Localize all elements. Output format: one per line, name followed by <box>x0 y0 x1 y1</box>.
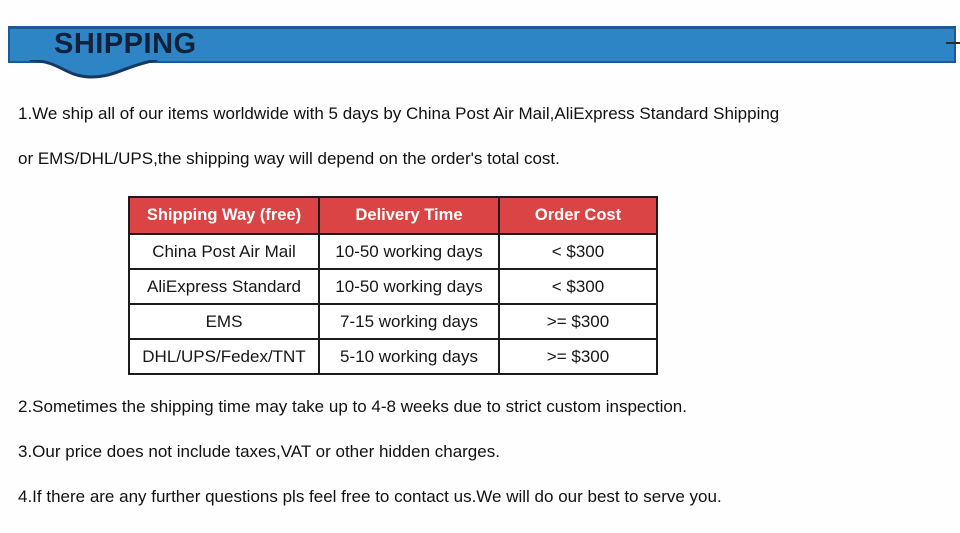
banner-edge-tick <box>946 42 960 44</box>
intro-line-1: 1.We ship all of our items worldwide with 5 days by China Post Air Mail,AliExpress Standard Shipping <box>18 104 780 123</box>
cell-shipping-way: DHL/UPS/Fedex/TNT <box>129 339 319 374</box>
shipping-banner <box>8 26 956 63</box>
table-row <box>129 234 657 269</box>
table-row <box>129 304 657 339</box>
banner-ribbon-curve <box>28 60 160 83</box>
table-header-row <box>129 197 657 234</box>
note-2: 2.Sometimes the shipping time may take up to 4-8 weeks due to strict custom inspection. <box>18 397 687 416</box>
col-header-shipping-way: Shipping Way (free) <box>129 197 319 234</box>
cell-order-cost: < $300 <box>499 269 657 304</box>
cell-shipping-way: AliExpress Standard <box>129 269 319 304</box>
table-row <box>129 339 657 374</box>
cell-shipping-way: China Post Air Mail <box>129 234 319 269</box>
cell-delivery-time: 5-10 working days <box>319 339 499 374</box>
intro-line-2: or EMS/DHL/UPS,the shipping way will depend on the order's total cost. <box>18 149 560 168</box>
cell-order-cost: >= $300 <box>499 304 657 339</box>
cell-order-cost: < $300 <box>499 234 657 269</box>
cell-delivery-time: 10-50 working days <box>319 269 499 304</box>
note-3: 3.Our price does not include taxes,VAT or other hidden charges. <box>18 442 500 461</box>
shipping-table <box>128 196 658 375</box>
cell-shipping-way: EMS <box>129 304 319 339</box>
cell-delivery-time: 10-50 working days <box>319 234 499 269</box>
table-row <box>129 269 657 304</box>
cell-delivery-time: 7-15 working days <box>319 304 499 339</box>
cell-order-cost: >= $300 <box>499 339 657 374</box>
col-header-order-cost: Order Cost <box>499 197 657 234</box>
col-header-delivery-time: Delivery Time <box>319 197 499 234</box>
section-title: SHIPPING <box>54 27 197 60</box>
note-4: 4.If there are any further questions pls feel free to contact us.We will do our best to serve you. <box>18 487 722 506</box>
